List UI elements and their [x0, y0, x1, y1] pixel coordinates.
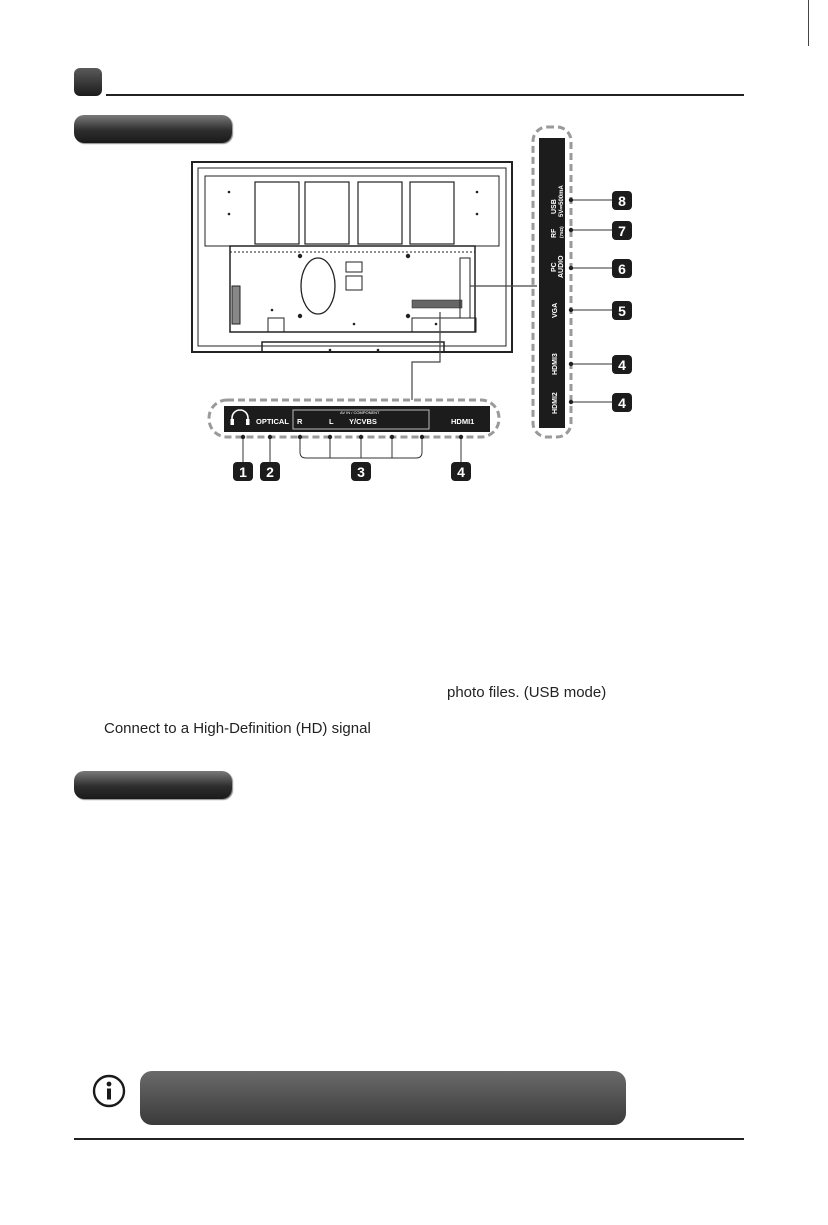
hdmi-description-text: Connect to a High-Definition (HD) signal: [104, 720, 371, 737]
tv-screw-holes: [228, 191, 479, 352]
component-caption: AV IN / COMPONENT: [340, 410, 380, 415]
audio-l-label: L: [329, 417, 334, 426]
callout-label-7: 7: [618, 223, 626, 239]
usb-label: USB: [551, 199, 558, 214]
callout-label-2: 2: [266, 464, 274, 480]
hdmi3-label: HDMI3: [552, 353, 559, 375]
rf-label: RF: [551, 228, 558, 238]
vga-label: VGA: [552, 302, 559, 318]
section-heading-bar-2: [74, 771, 232, 799]
callout-label-5: 5: [618, 303, 626, 319]
callout-label-4-hdmi3: 4: [618, 357, 626, 373]
rf-impedance-label: (75Ω): [559, 226, 564, 238]
footer-rule: [74, 1138, 744, 1140]
audio-r-label: R: [297, 417, 303, 426]
callout-label-6: 6: [618, 261, 626, 277]
info-icon: [92, 1074, 126, 1108]
usb-rating-label: 5V⎓500mA: [559, 185, 565, 217]
usb-mode-text: photo files. (USB mode): [447, 684, 607, 701]
callout-label-8: 8: [618, 193, 626, 209]
optical-label: OPTICAL: [256, 417, 289, 426]
pc-label: PC: [551, 262, 558, 272]
hdmi1-label: HDMI1: [451, 417, 475, 426]
side-callout-leaders: [571, 200, 612, 402]
callout-label-3: 3: [357, 464, 365, 480]
callout-label-4-bottom: 4: [457, 464, 465, 480]
pc-audio-label: AUDIO: [558, 255, 565, 278]
bottom-callout-leaders: [243, 437, 461, 462]
tv-back-outline: [192, 162, 512, 352]
callout-label-1: 1: [239, 464, 247, 480]
ycvbs-label: Y/CVBS: [349, 417, 377, 426]
side-jack-strip: [539, 138, 565, 428]
callout-label-4-hdmi2: 4: [618, 395, 626, 411]
note-box: [140, 1071, 626, 1125]
hdmi2-label: HDMI2: [552, 392, 559, 414]
